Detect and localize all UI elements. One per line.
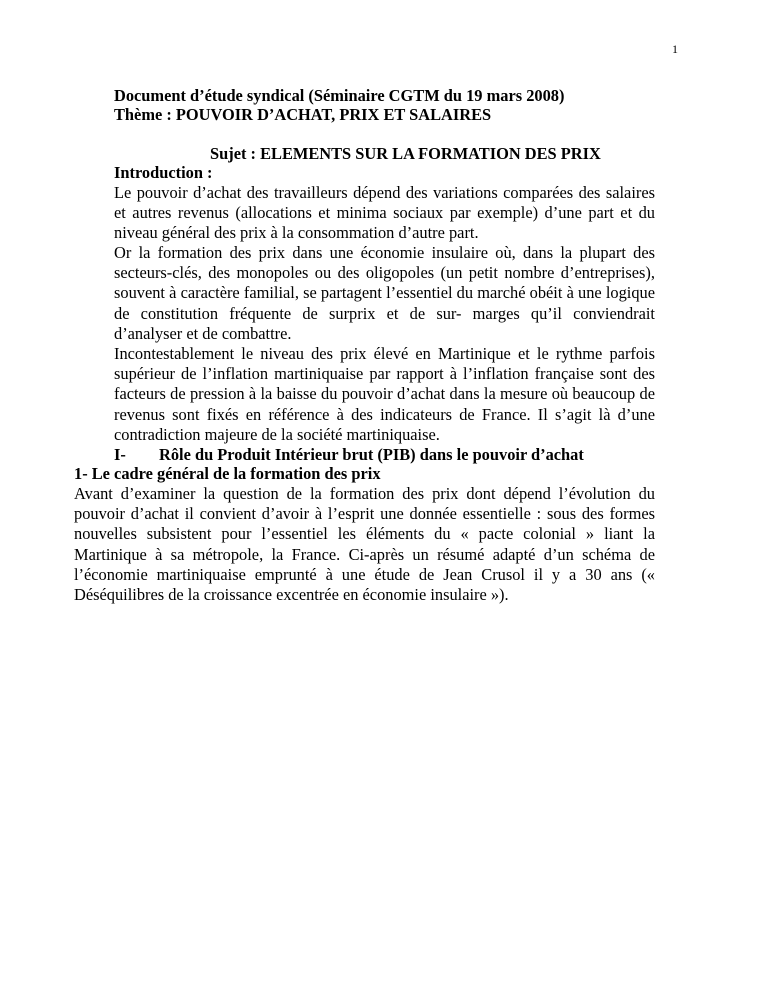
section-1-paragraph: Avant d’examiner la question de la formation des prix dont dépend l’évolution du pouvoir d’achat il convient d’avoir à l’esprit une donnée essentielle : sous des formes nouvelles subsistent pour l’essentiel les éléments du « pacte colonial » liant la Martinique à sa métropole, la France. Ci-après un résumé adapté d’un schéma de l’économie martiniquaise emprunté à une étude de Jean Crusol il y a 30 ans (« Déséquilibres de la croissance excentrée en économie insulaire »). [74, 484, 655, 605]
document-title: Document d’étude syndical (Séminaire CGTM du 19 mars 2008) [114, 86, 565, 105]
document-theme: Thème : POUVOIR D’ACHAT, PRIX ET SALAIRES [114, 105, 492, 124]
introduction-paragraph-3: Incontestablement le niveau des prix élevé en Martinique et le rythme parfois supérieur de l’inflation martiniquaise par rapport à l’inflation française sont des facteurs de pression à la baisse du pouvoir d’achat dans la mesure où beaucoup de revenus sont fixés en référence à des indicateurs de France. Il s’agit là d’une contradiction majeure de la société martiniquaise. [114, 344, 655, 444]
section-1-subheading: 1- Le cadre général de la formation des prix [74, 464, 381, 483]
introduction-heading: Introduction : [114, 163, 213, 182]
introduction-paragraph-2: Or la formation des prix dans une économie insulaire où, dans la plupart des secteurs-clés, des monopoles ou des oligopoles (un petit nombre d’entreprises), souvent à caractère familial, se partagent l’essentiel du marché obéit à une logique de constitution fréquente de surprix et de sur- marges qu’il conviendrait d’analyser et de combattre. [114, 243, 655, 343]
section-1-number: I- [114, 445, 126, 464]
page-number: 1 [672, 42, 678, 56]
document-subject: Sujet : ELEMENTS SUR LA FORMATION DES PRIX [210, 144, 601, 163]
introduction-paragraph-1: Le pouvoir d’achat des travailleurs dépend des variations comparées des salaires et autres revenus (allocations et minima sociaux par exemple) d’une part et du niveau général des prix à la consommation d’autre part. [114, 183, 655, 243]
section-1-heading [114, 445, 584, 465]
section-1-title: Rôle du Produit Intérieur brut (PIB) dans le pouvoir d’achat [159, 445, 584, 464]
